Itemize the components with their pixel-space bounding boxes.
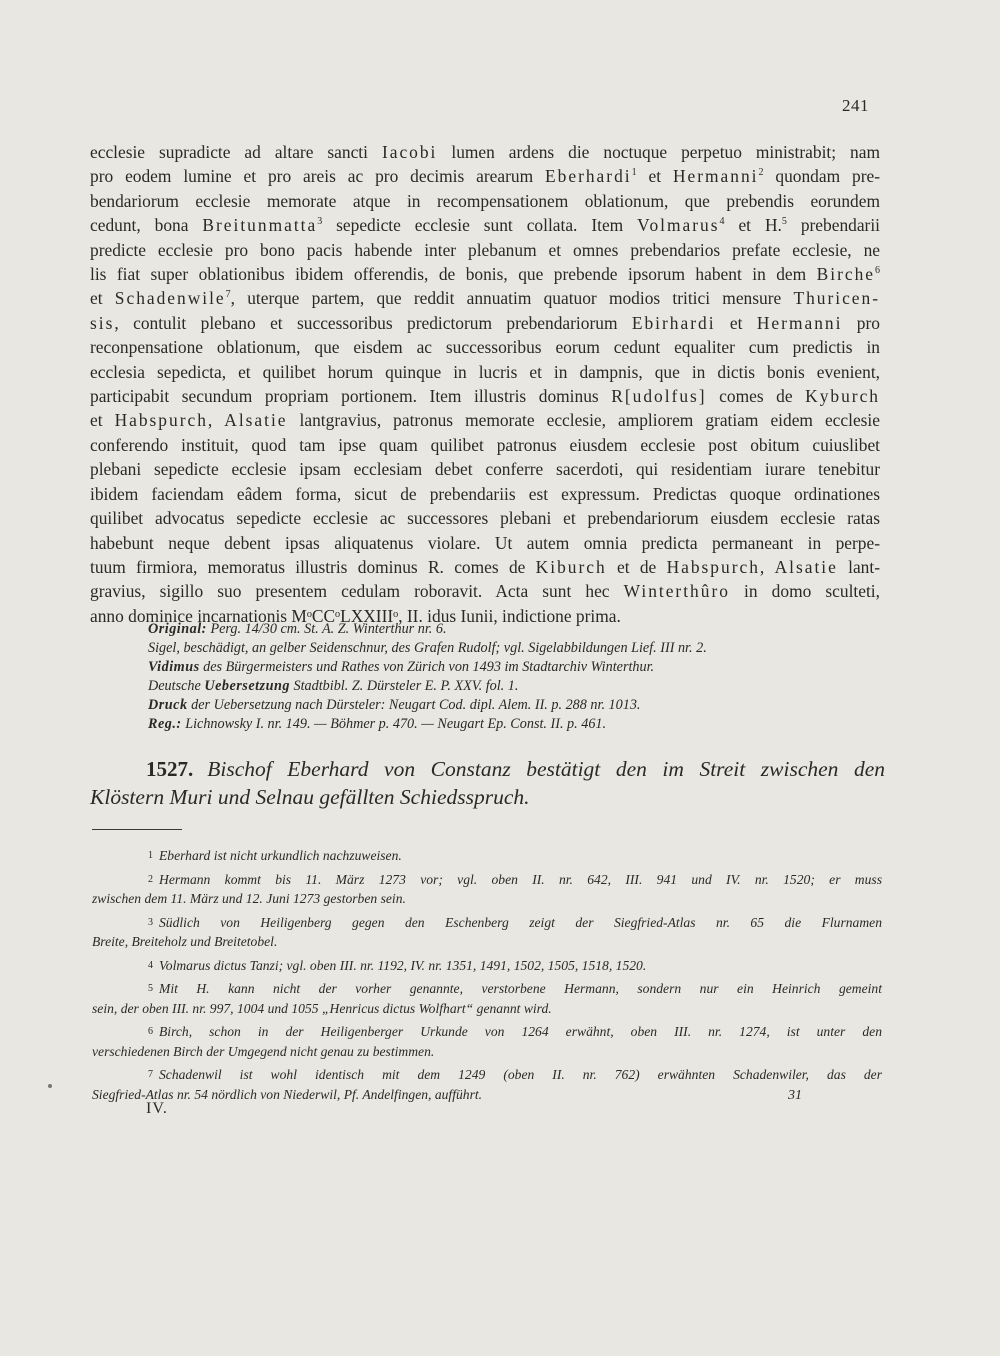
spaced-name: Hermanni xyxy=(756,312,843,333)
footnote-line: Breite, Breiteholz und Breitetobel. xyxy=(92,934,278,949)
footnote xyxy=(92,956,882,976)
footnote-number: 3 xyxy=(148,916,153,928)
document-title-line-1: Bischof Eberhard von Constanz bestätigt den im Streit zwischen den xyxy=(207,757,885,781)
spaced-name: Birche xyxy=(816,264,875,285)
spaced-name: Breitunmatta xyxy=(202,215,318,236)
text-line: conferendo instituit, quod tam ipse quam quilibet patronus eiusdem ecclesie post obitum cuiuslibet xyxy=(90,434,880,455)
footnote xyxy=(92,870,882,909)
note-label: Original: xyxy=(148,621,207,637)
source-note: Sigel, beschädigt, an gelber Seidenschnur, des Grafen Rudolf; vgl. Sigelabbildungen Lief. III nr. 2. xyxy=(148,640,707,656)
footnote-number: 6 xyxy=(148,1026,153,1037)
text-line: et Habspurch, Alsatie lantgravius, patronus memorate ecclesie, ampliorem gratiam eidem ecclesie xyxy=(90,410,880,431)
footnote-number: 7 xyxy=(148,1069,153,1080)
spaced-name: Habspurch xyxy=(666,556,760,577)
document-heading xyxy=(90,755,885,811)
charter-text xyxy=(90,140,880,628)
source-note: Druck der Uebersetzung nach Dürsteler: Neugart Cod. dipl. Alem. II. p. 288 nr. 1013. xyxy=(148,697,641,713)
text-line: habebunt neque debent ipsas aliquatenus violare. Ut autem omnia predicta permaneant in perpe- xyxy=(90,532,880,553)
footnote-separator xyxy=(92,829,182,830)
footnote-line: 2 Hermann kommt bis 11. März 1273 vor; vgl. oben II. nr. 642, III. 941 und IV. nr. 1520; er muss xyxy=(148,871,882,887)
spaced-name: Kiburch xyxy=(535,556,607,577)
footnote-reference: 4 xyxy=(719,216,725,228)
text-line: tuum firmiora, memoratus illustris dominus R. comes de Kiburch et de Habspurch, Alsatie lant- xyxy=(90,556,881,577)
footnotes xyxy=(92,846,882,1108)
text-line: lis fiat super oblationibus ibidem offerendis, de bonis, que prebende ipsorum habent in dem Birche$^6$ xyxy=(90,264,880,285)
text-line: participabit secundum propriam portionem. Item illustris dominus R[udolfus] comes de Kyburch xyxy=(90,386,881,407)
footnote-number: 1 xyxy=(148,850,153,861)
footnote-line: 5 Mit H. kann nicht der vorher genannte, verstorbene Hermann, sondern nur ein Heinrich gemeint xyxy=(148,981,882,996)
footnote-reference: 6 xyxy=(875,265,880,277)
text-line: ecclesie supradicte ad altare sancti Iacobi lumen ardens die noctuque perpetuo ministrabit; nam xyxy=(90,142,880,162)
text-line: ecclesia sepedicta, et quilibet horum quinque in lucris et in dampnis, que in dictis bonis evenient, xyxy=(90,361,880,382)
note-label: Uebersetzung xyxy=(204,678,290,694)
spaced-name: Habspurch xyxy=(114,410,208,431)
footnote xyxy=(92,1022,882,1061)
document-number: 1527. xyxy=(146,757,194,781)
text-line: bendariorum ecclesie memorate atque in recompensationem oblationum, que prebendis eorundem xyxy=(90,190,880,211)
source-notes xyxy=(148,620,888,734)
spaced-name: Volmarus xyxy=(637,215,720,236)
footnote xyxy=(92,846,882,866)
note-label: Vidimus xyxy=(148,659,200,675)
footnote-reference: 3 xyxy=(317,216,323,228)
text-line: anno dominice incarnationis MᵒCCᵒLXXIIIᵒ, II. idus Iunii, indictione prima. xyxy=(90,605,621,626)
note-label: Reg.: xyxy=(148,716,182,732)
text-line: ibidem faciendam eâdem forma, sicut de prebendariis est expressum. Predictas quoque ordinationes xyxy=(90,483,880,504)
spaced-name: Hermanni xyxy=(672,166,759,187)
footnote xyxy=(92,1065,882,1104)
source-note: Original: Perg. 14/30 cm. St. A. Z. Winterthur nr. 6. xyxy=(148,621,447,637)
text-line: et Schadenwile$^7$, uterque partem, que reddit annuatim quatuor modios tritici mensure Thuricen- xyxy=(90,288,881,309)
sheet-signature: 31 xyxy=(788,1088,802,1103)
spaced-name: Thuricen- xyxy=(793,288,881,309)
spaced-name: Winterthûro xyxy=(623,581,730,602)
document-title-line-2: Klöstern Muri und Selnau gefällten Schiedsspruch. xyxy=(90,785,530,809)
footnote-reference: 1 xyxy=(631,167,637,179)
footnote-number: 2 xyxy=(148,873,153,885)
text-line: cedunt, bona Breitunmatta$^3$ sepedicte ecclesie sunt collata. Item Volmarus$^4$ et H.$^5$ prebendarii xyxy=(90,215,881,236)
text-line: pro eodem lumine et pro areis ac pro decimis arearum Eberhardi$^1$ et Hermanni$^2$ quondam pre- xyxy=(90,166,880,187)
spaced-name: Alsatie xyxy=(224,410,288,431)
footnote-line: 7 Schadenwil ist wohl identisch mit dem 1249 (oben II. nr. 762) erwähnten Schadenwiler, das der xyxy=(148,1067,882,1082)
text-line: plebani sepedicte ecclesie ipsam ecclesiam debet conferre sacerdoti, qui residentiam iurare tenebitur xyxy=(90,459,880,480)
text-line: sis, contulit plebano et successoribus predictorum prebendariorum Ebirhardi et Hermanni pro xyxy=(90,312,880,333)
source-note: Deutsche Uebersetzung Stadtbibl. Z. Dürsteler E. P. XXV. fol. 1. xyxy=(148,678,519,694)
page-number: 241 xyxy=(842,96,869,115)
source-note: Reg.: Lichnowsky I. nr. 149. — Böhmer p. 470. — Neugart Ep. Const. II. p. 461. xyxy=(148,716,607,732)
footnote-reference: 7 xyxy=(225,289,231,301)
note-label: Druck xyxy=(148,697,188,713)
footnote-line: zwischen dem 11. März und 12. Juni 1273 gestorben sein. xyxy=(92,891,406,906)
spaced-name: Schadenwile xyxy=(114,288,226,309)
spaced-name: Eberhardi xyxy=(545,166,632,187)
footnote-line: Siegfried-Atlas nr. 54 nördlich von Niederwil, Pf. Andelfingen, aufführt. xyxy=(92,1086,483,1102)
text-line: reconpensatione oblationum, que eisdem ac successoribus eorum cedunt equaliter cum predictis in xyxy=(90,337,880,358)
footnote-line: 1 Eberhard ist nicht urkundlich nachzuweisen. xyxy=(148,848,402,863)
footnote-number: 5 xyxy=(148,983,153,994)
spaced-name: Ebirhardi xyxy=(631,312,716,333)
text-line: predicte ecclesie pro bono pacis habende inter plebanum et omnes prebendarios prefate ecclesie, ne xyxy=(90,239,880,260)
text-line: gravius, sigillo suo presentem cedulam roboravit. Acta sunt hec Winterthûro in domo sculteti, xyxy=(90,581,880,602)
spaced-name: sis xyxy=(90,312,115,333)
spaced-name: Kyburch xyxy=(805,386,881,407)
spaced-name: R[udolfus] xyxy=(611,386,707,407)
footnote-line: verschiedenen Birch der Umgegend nicht genau zu bestimmen. xyxy=(92,1043,435,1059)
spaced-name: Alsatie xyxy=(774,556,838,577)
footnote-line: 4 Volmarus dictus Tanzi; vgl. oben III. nr. 1192, IV. nr. 1351, 1491, 1502, 1505, 1518, 1520. xyxy=(148,957,647,973)
source-note: Vidimus des Bürgermeisters und Rathes von Zürich von 1493 im Stadtarchiv Winterthur. xyxy=(148,659,655,675)
footnote-number: 4 xyxy=(148,959,153,971)
volume-signature: IV. xyxy=(146,1100,168,1117)
footnote-line: 3 Südlich von Heiligenberg gegen den Eschenberg zeigt der Siegfried-Atlas nr. 65 die Flurnamen xyxy=(148,914,882,930)
footnote-reference: 2 xyxy=(758,167,764,179)
footnote-line: 6 Birch, schon in der Heiligenberger Urkunde von 1264 erwähnt, oben III. nr. 1274, ist unter den xyxy=(148,1024,882,1039)
footnote xyxy=(92,913,882,952)
text-line: quilibet advocatus sepedicte ecclesie ac successores plebani et prebendariorum eiusdem ecclesie ratas xyxy=(90,508,880,529)
footnote xyxy=(92,979,882,1018)
footnote-reference: 5 xyxy=(781,216,787,228)
footnote-line: sein, der oben III. nr. 997, 1004 und 1055 „Henricus dictus Wolfhart“ genannt wird. xyxy=(92,1000,552,1016)
margin-dot xyxy=(48,1084,52,1088)
spaced-name: Iacobi xyxy=(381,142,438,162)
